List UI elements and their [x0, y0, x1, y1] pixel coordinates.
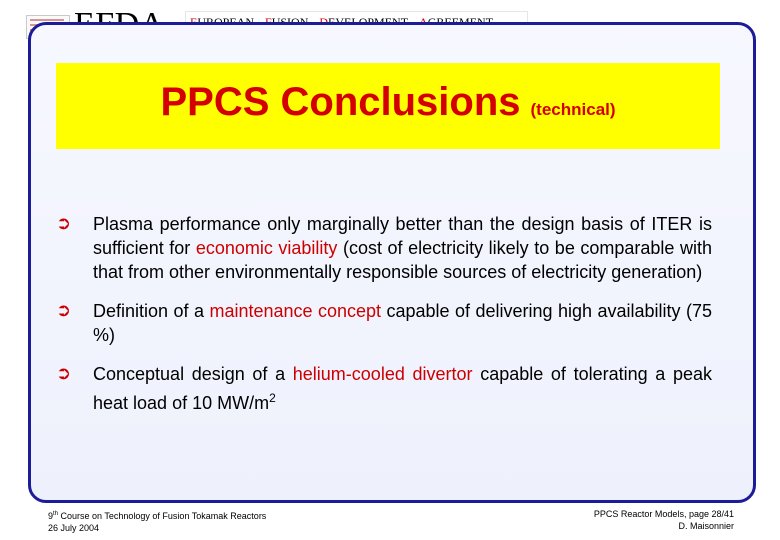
arrow-bullet-icon: ➲ — [56, 300, 72, 321]
bullet-text: Plasma performance only marginally better than the design basis of ITER is sufficient for economic viability (cost of electricity likely to be comparable with that from other environmentally responsible sources of electricity generation) — [93, 214, 712, 282]
slide-title: PPCS Conclusions (technical) — [160, 80, 616, 124]
footer-date: 26 July 2004 — [48, 523, 100, 533]
bullet-list — [56, 212, 712, 430]
footer-course — [48, 508, 266, 534]
footer-page-number: PPCS Reactor Models, page 28/41 — [593, 509, 734, 519]
footer-page-info — [594, 508, 734, 532]
list-item — [56, 212, 712, 284]
list-item — [56, 362, 712, 415]
highlight-text: maintenance concept — [209, 301, 382, 321]
bullet-text: Conceptual design of a helium-cooled divertor capable of tolerating a peak heat load of 10 $MW/m^2$ — [93, 364, 712, 413]
slide-subtitle: (technical) — [530, 100, 616, 119]
highlight-text: helium-cooled divertor — [292, 364, 473, 384]
list-item — [56, 299, 712, 347]
arrow-bullet-icon: ➲ — [56, 363, 72, 384]
bullet-text: Definition of a maintenance concept capable of delivering high availability (75 %) — [93, 301, 712, 345]
footer-course-title: 9th Course on Technology of Fusion Tokamak Reactors — [48, 511, 267, 521]
footer-author: D. Maisonnier — [678, 521, 734, 531]
superscript: 2 — [269, 391, 276, 405]
arrow-bullet-icon: ➲ — [56, 213, 72, 234]
highlight-text: economic viability — [195, 238, 338, 258]
